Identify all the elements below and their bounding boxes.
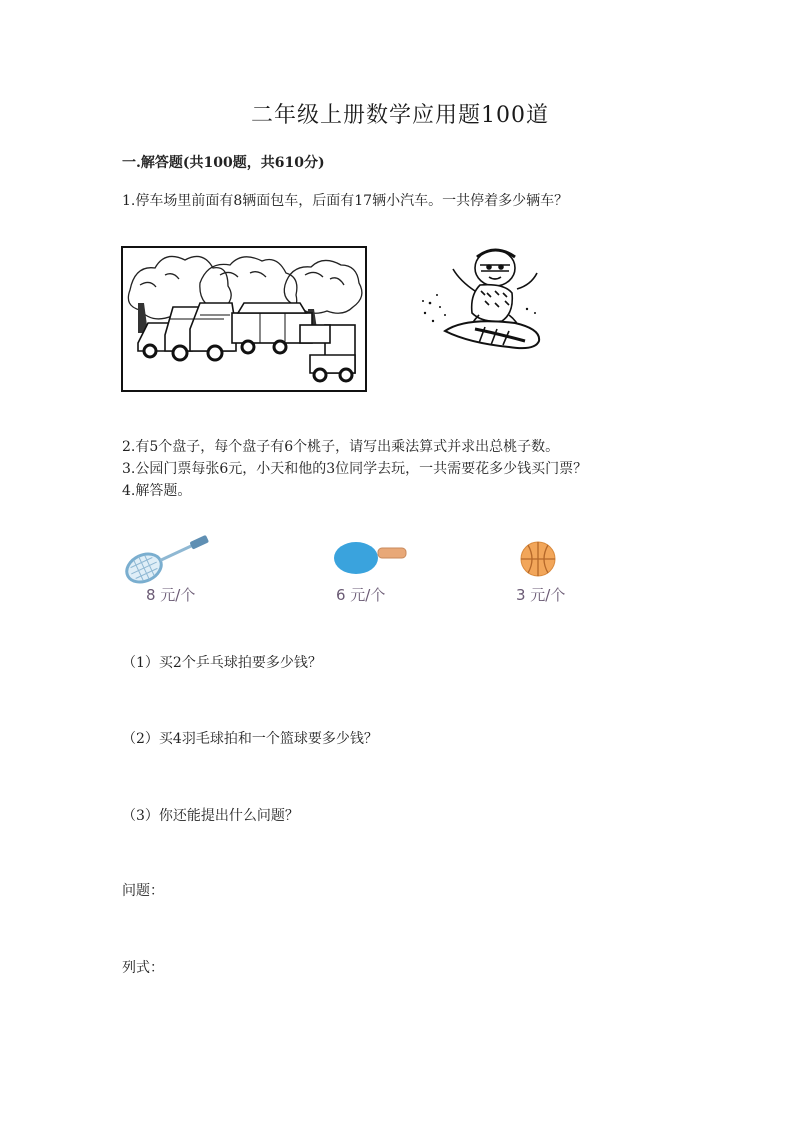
question-2: 2.有5个盘子，每个盘子有6个桃子，请写出乘法算式并求出总桃子数。 <box>122 439 560 455</box>
basketball-price: 3 元/个 <box>516 586 566 604</box>
snowboarder-illustration <box>415 243 545 358</box>
question-3: 3.公园门票每张6元，小天和他的3位同学去玩，一共需要花多少钱买门票？ <box>122 461 588 477</box>
ping-pong-paddle-icon <box>334 538 414 578</box>
section-heading: 一.解答题(共100题，共610分) <box>122 155 325 171</box>
badminton-racket-price: 8 元/个 <box>146 586 196 604</box>
subquestion-3: （3）你还能提出什么问题？ <box>122 808 299 824</box>
ping-pong-paddle-price: 6 元/个 <box>336 586 386 604</box>
badminton-racket-icon <box>122 532 218 586</box>
subquestion-1: （1）买2个乒乓球拍要多少钱？ <box>122 655 322 671</box>
basketball-icon <box>519 540 557 578</box>
question-label: 问题： <box>122 883 164 899</box>
equation-label: 列式： <box>122 960 164 976</box>
question-4: 4.解答题。 <box>122 483 192 499</box>
page-title: 二年级上册数学应用题100道 <box>251 103 549 128</box>
subquestion-2: （2）买4羽毛球拍和一个篮球要多少钱？ <box>122 731 378 747</box>
question-1: 1.停车场里前面有8辆面包车，后面有17辆小汽车。一共停着多少辆车？ <box>122 193 569 209</box>
parking-lot-illustration <box>120 245 370 393</box>
